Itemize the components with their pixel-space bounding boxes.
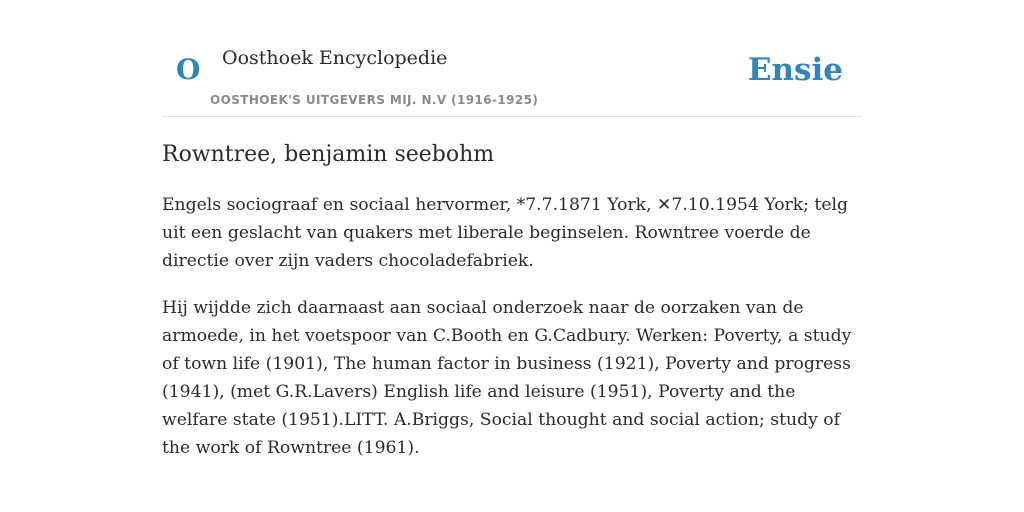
site-title[interactable]: Oosthoek Encyclopedie xyxy=(222,47,448,69)
entry-paragraph-2: Hij wijdde zich daarnaast aan sociaal onderzoek naar de oorzaken van de armoede, in het voetspoor van C.Booth en G.Cadbury. Werken: Poverty, a study of town life (1901), The human factor in business (1921), Poverty and progress (1941), (met G.R.Lavers) English life and leisure (1951), Poverty and the welfare state (1951).LITT. A.Briggs, Social thought and social action; study of the work of Rowntree (1961). xyxy=(162,298,852,458)
entry-card xyxy=(162,28,862,462)
publisher-subtitle: OOSTHOEK'S UITGEVERS MIJ. N.V (1916-1925) xyxy=(210,93,539,107)
brand-logo[interactable]: Ensie xyxy=(747,52,843,88)
logo-icon[interactable]: O xyxy=(176,53,201,86)
entry-title: Rowntree, benjamin seebohm xyxy=(162,142,495,167)
entry-paragraph-1: Engels sociograaf en sociaal hervormer, *7.7.1871 York, ✕7.10.1954 York; telg uit een geslacht van quakers met liberale beginselen. Rowntree voerde de directie over zijn vaders chocoladefabriek. xyxy=(162,195,849,271)
header xyxy=(162,28,862,117)
